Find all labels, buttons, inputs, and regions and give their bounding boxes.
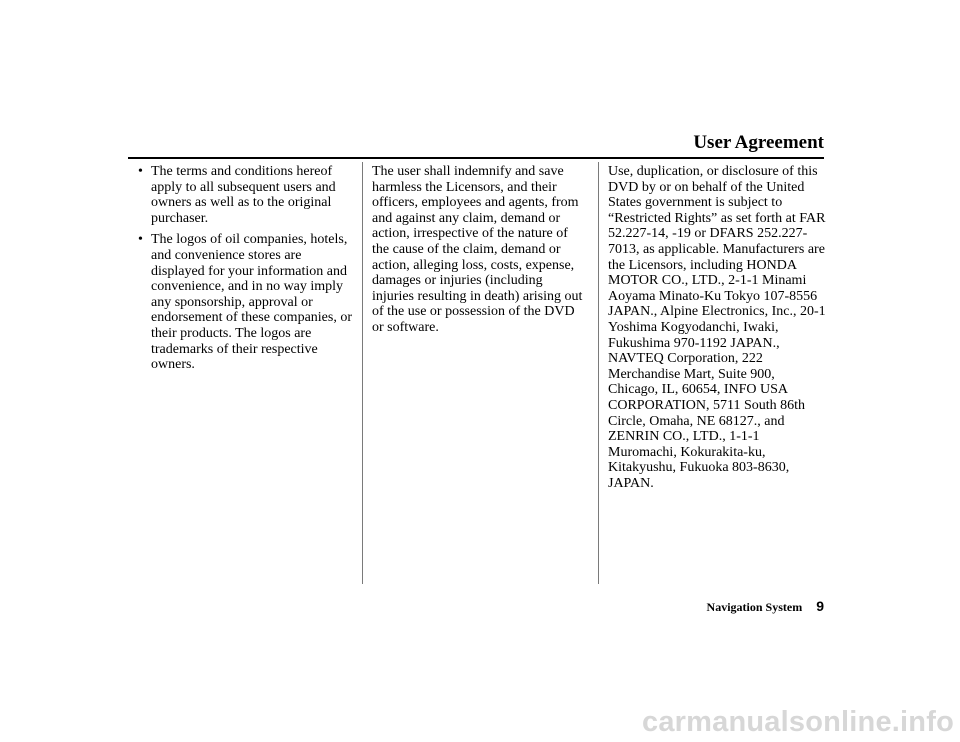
column-divider: [598, 162, 599, 584]
restricted-rights-paragraph: Use, duplication, or disclosure of this DVD by or on behalf of the United States government is subject to “Restricted Rights” as set forth at FAR 52.227-14, -19 or DFARS 252.227-7013, as applicable. Manufacturers are the Licensors, including HONDA MOTOR CO., LTD., 2-1-1 Minami Aoyama Minato-Ku Tokyo 107-8556 JAPAN., Alpine Electronics, Inc., 20-1 Yoshima Kogyodanchi, Iwaki, Fukushima 970-1192 JAPAN., NAVTEQ Corporation, 222 Merchandise Mart, Suite 900, Chicago, IL, 60654, INFO USA CORPORATION, 5711 South 86th Circle, Omaha, NE 68127., and ZENRIN CO., LTD., 1-1-1 Muromachi, Kokurakita-ku, Kitakyushu, Fukuoka 803-8630, JAPAN.: [608, 164, 826, 491]
indemnity-paragraph: The user shall indemnify and save harmless the Licensors, and their officers, employees and agents, from and against any claim, demand or action, irrespective of the nature of the cause of the claim, demand or action, alleging loss, costs, expense, damages or injuries (including injuries resulting in death) arising out of the use or possession of the DVD or software.: [372, 164, 583, 335]
column-2: [372, 164, 588, 336]
page-number: 9: [816, 598, 824, 614]
footer-section-title: Navigation System: [706, 600, 803, 614]
bullet-text: The terms and conditions hereof apply to all subsequent users and owners as well as to the original purchaser.: [151, 164, 336, 226]
page-footer: [707, 598, 824, 615]
bullet-icon: •: [138, 164, 143, 179]
column-3: [608, 164, 828, 491]
bullet-item: [136, 232, 356, 372]
bullet-icon: •: [138, 232, 143, 248]
column-1: [136, 164, 356, 379]
header-rule: [128, 157, 824, 159]
bullet-item: [136, 164, 356, 226]
column-divider: [362, 162, 363, 584]
bullet-text: The logos of oil companies, hotels, and convenience stores are displayed for your information and convenience, and in no way imply any sponsorship, approval or endorsement of these companies, or their products. The logos are trademarks of their respective owners.: [151, 232, 352, 373]
watermark: carmanualsonline.info: [642, 706, 954, 738]
page-title: User Agreement: [693, 132, 824, 153]
